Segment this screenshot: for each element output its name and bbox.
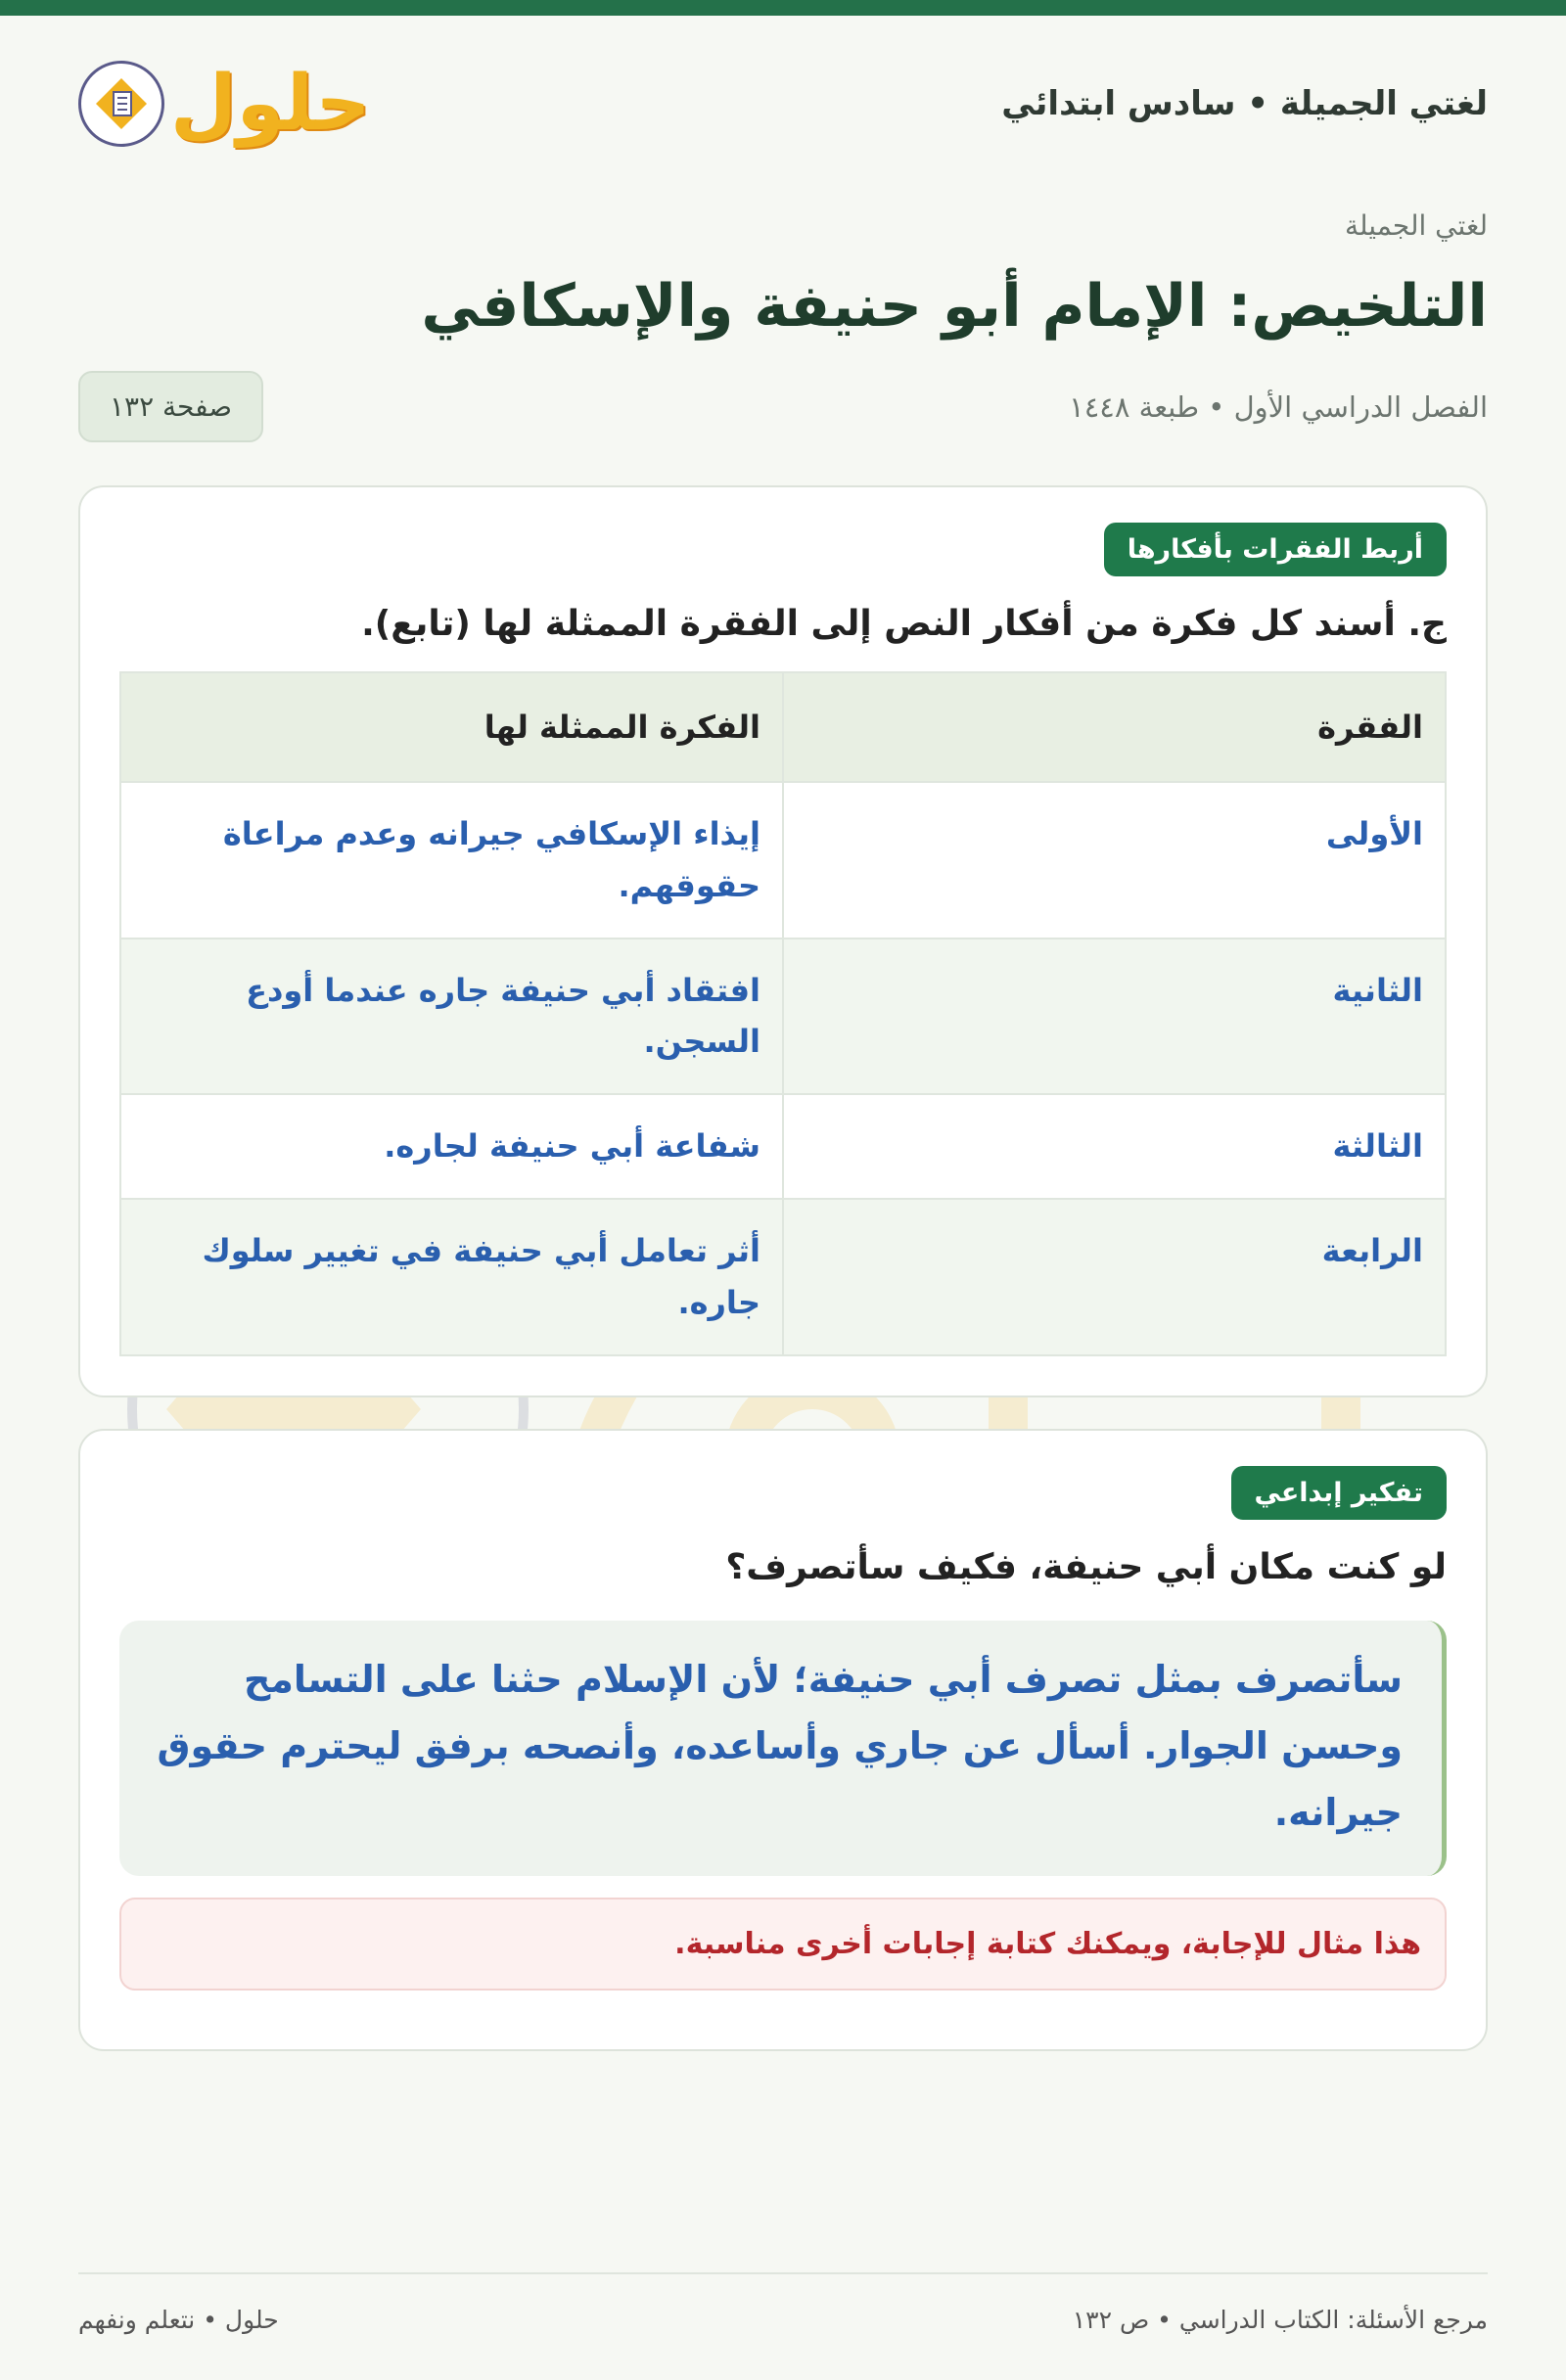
section-tag: أربط الفقرات بأفكارها	[1104, 523, 1447, 576]
paragraph-cell: الثانية	[783, 938, 1446, 1095]
idea-cell: أثر تعامل أبي حنيفة في تغيير سلوك جاره.	[120, 1199, 783, 1355]
meta-row	[78, 371, 1488, 442]
logo[interactable]	[78, 61, 371, 147]
edition-meta: الفصل الدراسي الأول • طبعة ١٤٤٨	[1069, 389, 1488, 424]
table-row	[120, 1094, 1446, 1199]
paragraph-cell: الرابعة	[783, 1199, 1446, 1355]
section-tag: تفكير إبداعي	[1231, 1466, 1448, 1520]
page-title: التلخيص: الإمام أبو حنيفة والإسكافي	[421, 272, 1488, 341]
paragraph-cell: الأولى	[783, 782, 1446, 938]
answer-note: هذا مثال للإجابة، ويمكنك كتابة إجابات أخرى مناسبة.	[119, 1898, 1447, 1991]
page-container	[78, 16, 1488, 2051]
answer-text: سأتصرف بمثل تصرف أبي حنيفة؛ لأن الإسلام حثنا على التسامح وحسن الجوار. أسأل عن جاري وأساعده، وأنصحه برفق ليحترم حقوق جيرانه.	[119, 1621, 1447, 1876]
header-title: لغتي الجميلة • سادس ابتدائي	[1001, 84, 1488, 123]
top-accent-bar	[0, 0, 1566, 16]
table-header-row	[120, 672, 1446, 782]
book-icon	[78, 61, 164, 147]
page-number-badge: صفحة ١٣٢	[78, 371, 263, 442]
footer-source: مرجع الأسئلة: الكتاب الدراسي • ص ١٣٢	[1072, 2306, 1488, 2334]
breadcrumb[interactable]: لغتي الجميلة	[1344, 209, 1488, 242]
idea-cell: شفاعة أبي حنيفة لجاره.	[120, 1094, 783, 1199]
column-header: الفقرة	[783, 672, 1446, 782]
footer	[78, 2272, 1488, 2334]
matching-card	[78, 485, 1488, 1397]
ideas-table	[119, 671, 1447, 1356]
question-text: لو كنت مكان أبي حنيفة، فكيف سأتصرف؟	[725, 1546, 1447, 1587]
paragraph-cell: الثالثة	[783, 1094, 1446, 1199]
header	[78, 16, 1488, 182]
column-header: الفكرة الممثلة لها	[120, 672, 783, 782]
creative-thinking-card	[78, 1429, 1488, 2051]
question-text: ج. أسند كل فكرة من أفكار النص إلى الفقرة الممثلة لها (تابع).	[361, 604, 1447, 644]
footer-brand[interactable]: حلول • نتعلم ونفهم	[78, 2306, 279, 2334]
idea-cell: إيذاء الإسكافي جيرانه وعدم مراعاة حقوقهم.	[120, 782, 783, 938]
table-row	[120, 782, 1446, 938]
idea-cell: افتقاد أبي حنيفة جاره عندما أودع السجن.	[120, 938, 783, 1095]
logo-text: حلول	[170, 60, 371, 148]
table-row	[120, 938, 1446, 1095]
table-row	[120, 1199, 1446, 1355]
